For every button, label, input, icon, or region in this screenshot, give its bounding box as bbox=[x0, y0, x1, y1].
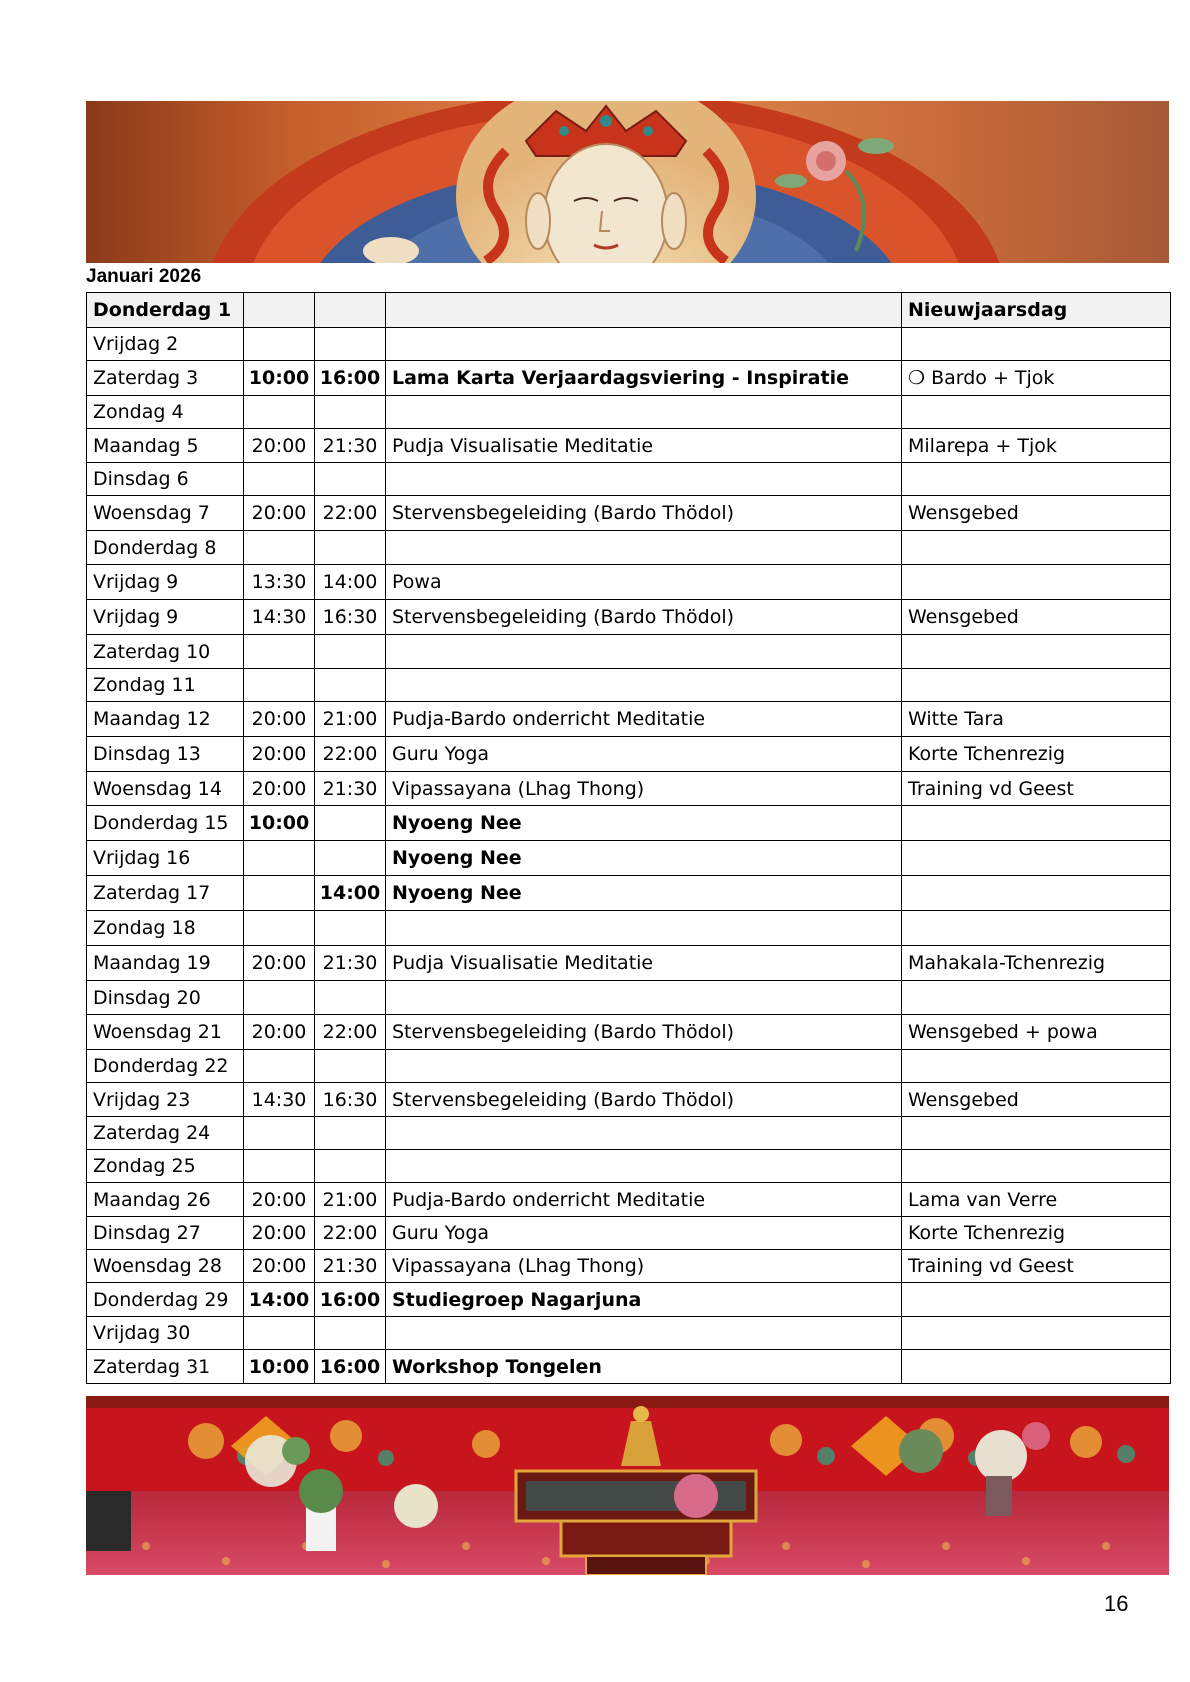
day-cell: Woensdag 21 bbox=[87, 1015, 244, 1050]
activity-cell bbox=[386, 1050, 902, 1083]
schedule-row bbox=[87, 361, 1171, 396]
day-cell: Zondag 18 bbox=[87, 911, 244, 946]
end-time-cell bbox=[315, 1050, 386, 1083]
schedule-row bbox=[87, 293, 1171, 328]
start-time-cell: 20:00 bbox=[244, 1015, 315, 1050]
activity-cell: Stervensbegeleiding (Bardo Thödol) bbox=[386, 1083, 902, 1117]
start-time-cell bbox=[244, 396, 315, 429]
note-cell bbox=[902, 328, 1171, 361]
start-time-cell bbox=[244, 1117, 315, 1150]
end-time-cell: 16:30 bbox=[315, 1083, 386, 1117]
note-cell bbox=[902, 1350, 1171, 1384]
day-cell: Zaterdag 17 bbox=[87, 876, 244, 911]
start-time-cell bbox=[244, 1150, 315, 1183]
activity-cell: Guru Yoga bbox=[386, 1217, 902, 1250]
end-time-cell bbox=[315, 463, 386, 496]
schedule-row bbox=[87, 565, 1171, 600]
start-time-cell bbox=[244, 328, 315, 361]
schedule-row bbox=[87, 702, 1171, 737]
note-cell bbox=[902, 1117, 1171, 1150]
end-time-cell bbox=[315, 1317, 386, 1350]
day-cell: Vrijdag 16 bbox=[87, 841, 244, 876]
schedule-row bbox=[87, 396, 1171, 429]
shrine-banner-image bbox=[86, 1396, 1169, 1575]
start-time-cell bbox=[244, 911, 315, 946]
schedule-row bbox=[87, 806, 1171, 841]
end-time-cell: 21:30 bbox=[315, 1250, 386, 1283]
start-time-cell bbox=[244, 293, 315, 328]
start-time-cell: 20:00 bbox=[244, 1183, 315, 1217]
end-time-cell bbox=[315, 635, 386, 669]
start-time-cell: 14:30 bbox=[244, 600, 315, 635]
note-cell bbox=[902, 876, 1171, 911]
start-time-cell bbox=[244, 876, 315, 911]
start-time-cell: 10:00 bbox=[244, 806, 315, 841]
start-time-cell: 13:30 bbox=[244, 565, 315, 600]
start-time-cell bbox=[244, 635, 315, 669]
end-time-cell: 21:30 bbox=[315, 946, 386, 981]
note-cell bbox=[902, 531, 1171, 565]
activity-cell: Vipassayana (Lhag Thong) bbox=[386, 1250, 902, 1283]
thangka-banner-image bbox=[86, 101, 1169, 263]
activity-cell: Stervensbegeleiding (Bardo Thödol) bbox=[386, 1015, 902, 1050]
activity-cell: Pudja Visualisatie Meditatie bbox=[386, 946, 902, 981]
day-cell: Dinsdag 6 bbox=[87, 463, 244, 496]
activity-cell: Pudja-Bardo onderricht Meditatie bbox=[386, 702, 902, 737]
schedule-row bbox=[87, 981, 1171, 1015]
start-time-cell bbox=[244, 1050, 315, 1083]
note-cell: Wensgebed + powa bbox=[902, 1015, 1171, 1050]
end-time-cell: 21:00 bbox=[315, 702, 386, 737]
end-time-cell bbox=[315, 911, 386, 946]
start-time-cell bbox=[244, 1317, 315, 1350]
schedule-row bbox=[87, 911, 1171, 946]
start-time-cell: 20:00 bbox=[244, 1217, 315, 1250]
schedule-row bbox=[87, 496, 1171, 531]
day-cell: Maandag 26 bbox=[87, 1183, 244, 1217]
activity-cell bbox=[386, 531, 902, 565]
note-cell bbox=[902, 1283, 1171, 1317]
end-time-cell bbox=[315, 328, 386, 361]
activity-cell: Pudja Visualisatie Meditatie bbox=[386, 429, 902, 463]
day-cell: Donderdag 15 bbox=[87, 806, 244, 841]
note-cell: Wensgebed bbox=[902, 600, 1171, 635]
start-time-cell bbox=[244, 531, 315, 565]
end-time-cell bbox=[315, 806, 386, 841]
schedule-row bbox=[87, 635, 1171, 669]
activity-cell bbox=[386, 1117, 902, 1150]
day-cell: Donderdag 29 bbox=[87, 1283, 244, 1317]
start-time-cell bbox=[244, 669, 315, 702]
end-time-cell: 21:30 bbox=[315, 772, 386, 806]
schedule-row bbox=[87, 772, 1171, 806]
start-time-cell: 20:00 bbox=[244, 1250, 315, 1283]
start-time-cell: 20:00 bbox=[244, 702, 315, 737]
note-cell: Training vd Geest bbox=[902, 772, 1171, 806]
schedule-row bbox=[87, 1050, 1171, 1083]
activity-cell bbox=[386, 463, 902, 496]
schedule-row bbox=[87, 328, 1171, 361]
end-time-cell: 16:30 bbox=[315, 600, 386, 635]
end-time-cell bbox=[315, 669, 386, 702]
note-cell: Mahakala-Tchenrezig bbox=[902, 946, 1171, 981]
day-cell: Maandag 19 bbox=[87, 946, 244, 981]
schedule-row bbox=[87, 1250, 1171, 1283]
start-time-cell bbox=[244, 463, 315, 496]
day-cell: Dinsdag 13 bbox=[87, 737, 244, 772]
note-cell: Milarepa + Tjok bbox=[902, 429, 1171, 463]
note-cell: Training vd Geest bbox=[902, 1250, 1171, 1283]
activity-cell bbox=[386, 911, 902, 946]
day-cell: Donderdag 22 bbox=[87, 1050, 244, 1083]
day-cell: Zaterdag 31 bbox=[87, 1350, 244, 1384]
activity-cell bbox=[386, 635, 902, 669]
day-cell: Zaterdag 10 bbox=[87, 635, 244, 669]
schedule-row bbox=[87, 1117, 1171, 1150]
note-cell bbox=[902, 1317, 1171, 1350]
day-cell: Vrijdag 23 bbox=[87, 1083, 244, 1117]
schedule-row bbox=[87, 531, 1171, 565]
note-cell: Witte Tara bbox=[902, 702, 1171, 737]
activity-cell: Nyoeng Nee bbox=[386, 841, 902, 876]
start-time-cell: 10:00 bbox=[244, 361, 315, 396]
start-time-cell: 14:30 bbox=[244, 1083, 315, 1117]
activity-cell bbox=[386, 1150, 902, 1183]
day-cell: Vrijdag 2 bbox=[87, 328, 244, 361]
note-cell bbox=[902, 396, 1171, 429]
note-cell: Korte Tchenrezig bbox=[902, 1217, 1171, 1250]
activity-cell: Workshop Tongelen bbox=[386, 1350, 902, 1384]
schedule-row bbox=[87, 1217, 1171, 1250]
note-cell bbox=[902, 1050, 1171, 1083]
activity-cell: Pudja-Bardo onderricht Meditatie bbox=[386, 1183, 902, 1217]
page-number: 16 bbox=[1104, 1591, 1129, 1616]
note-cell bbox=[902, 806, 1171, 841]
day-cell: Vrijdag 9 bbox=[87, 600, 244, 635]
schedule-row bbox=[87, 1015, 1171, 1050]
day-cell: Donderdag 8 bbox=[87, 531, 244, 565]
day-cell: Woensdag 7 bbox=[87, 496, 244, 531]
start-time-cell bbox=[244, 841, 315, 876]
activity-cell: Powa bbox=[386, 565, 902, 600]
schedule-row bbox=[87, 1317, 1171, 1350]
schedule-row bbox=[87, 1150, 1171, 1183]
schedule-row bbox=[87, 841, 1171, 876]
schedule-row bbox=[87, 1083, 1171, 1117]
start-time-cell bbox=[244, 981, 315, 1015]
note-cell bbox=[902, 635, 1171, 669]
start-time-cell: 14:00 bbox=[244, 1283, 315, 1317]
end-time-cell bbox=[315, 981, 386, 1015]
schedule-table bbox=[86, 292, 1171, 1384]
start-time-cell: 20:00 bbox=[244, 772, 315, 806]
day-cell: Maandag 12 bbox=[87, 702, 244, 737]
end-time-cell: 22:00 bbox=[315, 1015, 386, 1050]
start-time-cell: 20:00 bbox=[244, 496, 315, 531]
end-time-cell: 16:00 bbox=[315, 1350, 386, 1384]
activity-cell: Studiegroep Nagarjuna bbox=[386, 1283, 902, 1317]
day-cell: Zaterdag 3 bbox=[87, 361, 244, 396]
activity-cell bbox=[386, 1317, 902, 1350]
day-cell: Woensdag 28 bbox=[87, 1250, 244, 1283]
end-time-cell: 16:00 bbox=[315, 1283, 386, 1317]
schedule-row bbox=[87, 1183, 1171, 1217]
activity-cell: Stervensbegeleiding (Bardo Thödol) bbox=[386, 496, 902, 531]
start-time-cell: 20:00 bbox=[244, 946, 315, 981]
day-cell: Donderdag 1 bbox=[87, 293, 244, 328]
activity-cell: Nyoeng Nee bbox=[386, 806, 902, 841]
note-cell bbox=[902, 841, 1171, 876]
day-cell: Zondag 11 bbox=[87, 669, 244, 702]
end-time-cell bbox=[315, 293, 386, 328]
end-time-cell: 16:00 bbox=[315, 361, 386, 396]
activity-cell bbox=[386, 328, 902, 361]
end-time-cell: 14:00 bbox=[315, 565, 386, 600]
start-time-cell: 10:00 bbox=[244, 1350, 315, 1384]
note-cell: Wensgebed bbox=[902, 496, 1171, 531]
schedule-row bbox=[87, 669, 1171, 702]
day-cell: Vrijdag 9 bbox=[87, 565, 244, 600]
day-cell: Zaterdag 24 bbox=[87, 1117, 244, 1150]
start-time-cell: 20:00 bbox=[244, 737, 315, 772]
end-time-cell bbox=[315, 531, 386, 565]
end-time-cell bbox=[315, 841, 386, 876]
activity-cell bbox=[386, 981, 902, 1015]
schedule-row bbox=[87, 463, 1171, 496]
activity-cell bbox=[386, 293, 902, 328]
schedule-row bbox=[87, 429, 1171, 463]
note-cell: Korte Tchenrezig bbox=[902, 737, 1171, 772]
note-cell bbox=[902, 981, 1171, 1015]
end-time-cell bbox=[315, 1117, 386, 1150]
note-cell: ❍ Bardo + Tjok bbox=[902, 361, 1171, 396]
day-cell: Zondag 4 bbox=[87, 396, 244, 429]
month-title: Januari 2026 bbox=[86, 266, 202, 287]
note-cell: Wensgebed bbox=[902, 1083, 1171, 1117]
start-time-cell: 20:00 bbox=[244, 429, 315, 463]
day-cell: Woensdag 14 bbox=[87, 772, 244, 806]
note-cell bbox=[902, 565, 1171, 600]
activity-cell: Vipassayana (Lhag Thong) bbox=[386, 772, 902, 806]
end-time-cell: 22:00 bbox=[315, 496, 386, 531]
note-cell bbox=[902, 1150, 1171, 1183]
end-time-cell: 14:00 bbox=[315, 876, 386, 911]
schedule-row bbox=[87, 946, 1171, 981]
activity-cell: Stervensbegeleiding (Bardo Thödol) bbox=[386, 600, 902, 635]
note-cell bbox=[902, 911, 1171, 946]
end-time-cell: 21:30 bbox=[315, 429, 386, 463]
note-cell: Lama van Verre bbox=[902, 1183, 1171, 1217]
activity-cell: Guru Yoga bbox=[386, 737, 902, 772]
note-cell: Nieuwjaarsdag bbox=[902, 293, 1171, 328]
end-time-cell: 22:00 bbox=[315, 1217, 386, 1250]
day-cell: Dinsdag 27 bbox=[87, 1217, 244, 1250]
activity-cell: Nyoeng Nee bbox=[386, 876, 902, 911]
schedule-row bbox=[87, 876, 1171, 911]
day-cell: Maandag 5 bbox=[87, 429, 244, 463]
day-cell: Vrijdag 30 bbox=[87, 1317, 244, 1350]
activity-cell: Lama Karta Verjaardagsviering - Inspiratie bbox=[386, 361, 902, 396]
end-time-cell bbox=[315, 396, 386, 429]
schedule-row bbox=[87, 737, 1171, 772]
note-cell bbox=[902, 463, 1171, 496]
end-time-cell: 21:00 bbox=[315, 1183, 386, 1217]
schedule-row bbox=[87, 1283, 1171, 1317]
activity-cell bbox=[386, 669, 902, 702]
end-time-cell bbox=[315, 1150, 386, 1183]
schedule-row bbox=[87, 600, 1171, 635]
schedule-row bbox=[87, 1350, 1171, 1384]
day-cell: Zondag 25 bbox=[87, 1150, 244, 1183]
note-cell bbox=[902, 669, 1171, 702]
day-cell: Dinsdag 20 bbox=[87, 981, 244, 1015]
activity-cell bbox=[386, 396, 902, 429]
end-time-cell: 22:00 bbox=[315, 737, 386, 772]
